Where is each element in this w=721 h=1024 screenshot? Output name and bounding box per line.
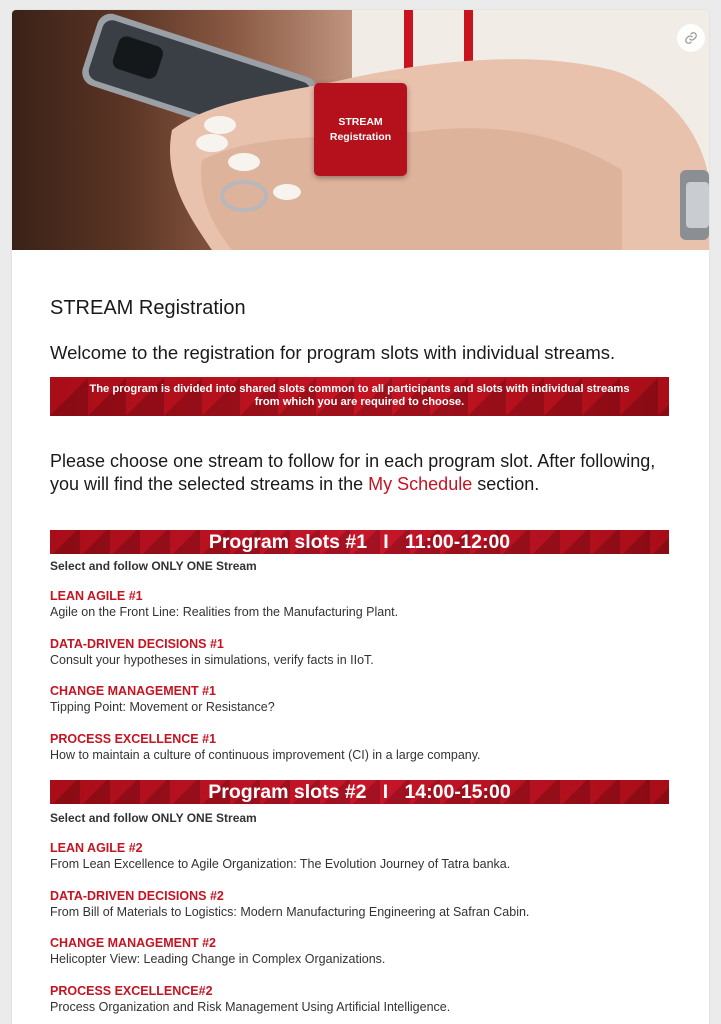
banner-line-2: from which you are required to choose. <box>254 396 465 408</box>
slot-header-2 <box>50 780 669 804</box>
slot-1-note: Select and follow ONLY ONE Stream <box>50 559 257 573</box>
stream-link[interactable]: PROCESS EXCELLENCE#2 <box>50 984 213 998</box>
stream-link[interactable]: LEAN AGILE #2 <box>50 841 143 855</box>
slot-2-note: Select and follow ONLY ONE Stream <box>50 811 257 825</box>
info-banner <box>50 377 669 416</box>
badge-line-1: STREAM <box>338 115 383 128</box>
link-icon <box>684 31 698 45</box>
stream-description: From Lean Excellence to Agile Organization: The Evolution Journey of Tatra banka. <box>50 857 511 871</box>
stream-link[interactable]: CHANGE MANAGEMENT #1 <box>50 684 216 698</box>
stream-link[interactable]: LEAN AGILE #1 <box>50 589 143 603</box>
instruction-after: section. <box>472 473 540 494</box>
stream-link[interactable]: DATA-DRIVEN DECISIONS #1 <box>50 637 224 651</box>
stream-item <box>50 636 690 669</box>
hero-image <box>12 10 709 250</box>
instruction-text <box>50 450 675 495</box>
stream-item <box>50 888 690 921</box>
stream-description: Consult your hypotheses in simulations, verify facts in IIoT. <box>50 653 374 667</box>
badge-line-2: Registration <box>329 130 392 143</box>
stream-item <box>50 731 690 764</box>
registration-card <box>12 10 709 1024</box>
copy-link-button[interactable] <box>677 24 705 52</box>
slot-header-1 <box>50 530 669 554</box>
stream-item <box>50 588 690 621</box>
stream-description: Agile on the Front Line: Realities from the Manufacturing Plant. <box>50 605 399 619</box>
stream-registration-badge <box>314 83 407 176</box>
stream-item <box>50 840 690 873</box>
stream-description: Tipping Point: Movement or Resistance? <box>50 700 275 714</box>
stream-link[interactable]: CHANGE MANAGEMENT #2 <box>50 936 216 950</box>
stream-item <box>50 983 690 1016</box>
banner-line-1: The program is divided into shared slots common to all participants and slots with individual streams <box>89 383 630 395</box>
page-title: STREAM Registration <box>50 297 246 319</box>
stream-link[interactable]: DATA-DRIVEN DECISIONS #2 <box>50 889 224 903</box>
slot-2-label: Program slots #2 I 14:00-15:00 <box>208 781 511 803</box>
stream-description: How to maintain a culture of continuous improvement (CI) in a large company. <box>50 748 481 762</box>
stream-description: Helicopter View: Leading Change in Complex Organizations. <box>50 952 386 966</box>
welcome-text: Welcome to the registration for program slots with individual streams. <box>50 342 616 363</box>
stream-item <box>50 683 690 716</box>
my-schedule-link[interactable]: My Schedule <box>368 473 473 494</box>
slot-1-label: Program slots #1 I 11:00-12:00 <box>208 531 511 553</box>
stream-item <box>50 935 690 968</box>
stream-description: Process Organization and Risk Management Using Artificial Intelligence. <box>50 1000 451 1014</box>
stream-description: From Bill of Materials to Logistics: Modern Manufacturing Engineering at Safran Cabin. <box>50 905 530 919</box>
stream-link[interactable]: PROCESS EXCELLENCE #1 <box>50 732 217 746</box>
instruction-before: Please choose one stream to follow for in each program slot. After following, you will find the selected streams in the <box>50 451 656 494</box>
